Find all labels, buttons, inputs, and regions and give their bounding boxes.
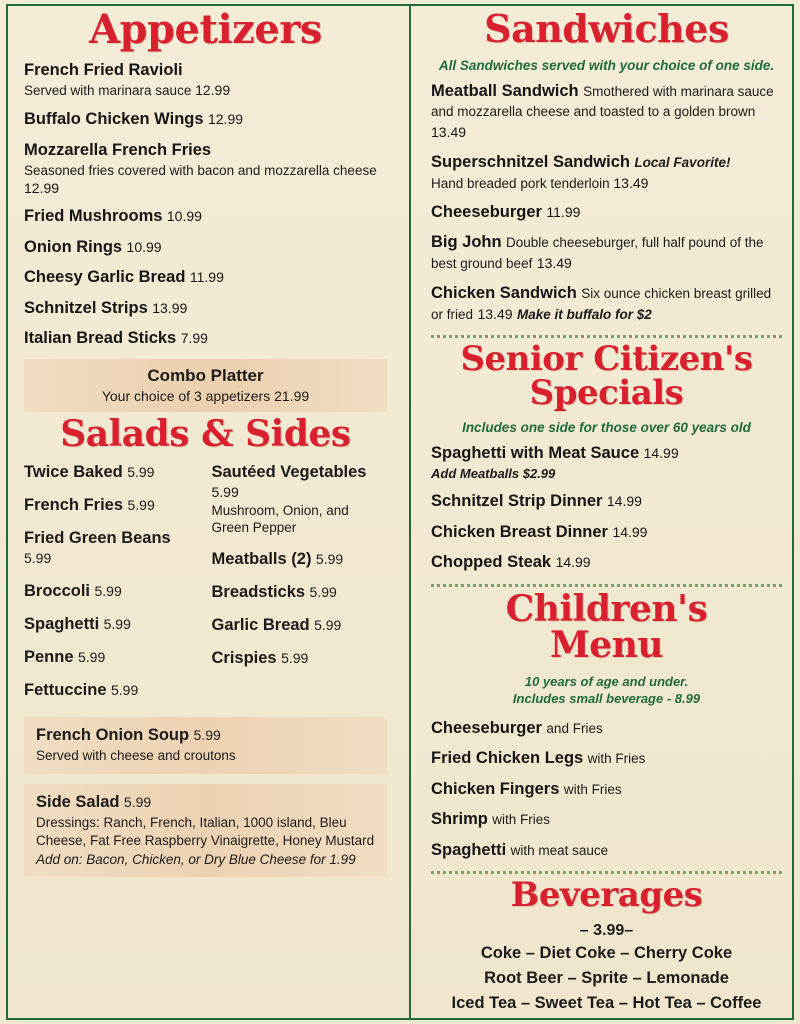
item-note: Make it buffalo for $2 xyxy=(516,306,652,322)
item-price: 13.49 xyxy=(431,123,467,140)
senior-list xyxy=(431,443,782,574)
sides-columns xyxy=(24,462,387,713)
item-desc: Smothered with marinara sauce and mozzarella cheese and toasted to a golden brown xyxy=(431,84,774,120)
item-name: Penne xyxy=(24,647,74,666)
children-menu-heading xyxy=(431,587,782,666)
item-name: Superschnitzel Sandwich xyxy=(431,153,630,172)
appetizers-heading: Appetizers xyxy=(89,6,322,53)
item-price: 13.49 xyxy=(613,174,649,191)
menu-item xyxy=(431,522,782,543)
item-name: Mozzarella French Fries xyxy=(24,140,212,159)
menu-item xyxy=(431,748,782,769)
menu-item xyxy=(431,552,782,573)
item-name: Spaghetti with Meat Sauce xyxy=(431,444,640,463)
item-name: French Onion Soup xyxy=(36,725,190,744)
section-divider-dots xyxy=(431,335,782,338)
side-item xyxy=(212,462,388,537)
side-item xyxy=(212,615,388,636)
item-price: 7.99 xyxy=(180,330,208,347)
menu-item xyxy=(431,202,782,223)
menu-item xyxy=(431,152,782,192)
side-item xyxy=(212,582,388,603)
item-price: 14.99 xyxy=(612,523,648,540)
item-name: Twice Baked xyxy=(24,462,123,481)
item-name: Chicken Sandwich xyxy=(431,284,577,303)
item-desc: Mushroom, Onion, and Green Pepper xyxy=(211,502,349,535)
item-price: 5.99 xyxy=(193,726,221,743)
item-name: Fried Mushrooms xyxy=(24,207,163,226)
side-salad-band xyxy=(24,784,387,877)
salads-sides-heading xyxy=(24,412,387,455)
item-name: French Fries xyxy=(24,495,124,514)
children-subtitle-line1: 10 years of age and under. xyxy=(524,673,689,689)
item-name: Cheeseburger xyxy=(431,718,542,737)
beverages-line: Iced Tea – Sweet Tea – Hot Tea – Coffee xyxy=(451,994,762,1013)
item-name: Italian Bread Sticks xyxy=(24,329,177,348)
senior-subtitle: Includes one side for those over 60 years old xyxy=(462,420,751,436)
combo-price: 21.99 xyxy=(274,387,310,404)
menu-item xyxy=(431,809,782,830)
item-price: 10.99 xyxy=(166,208,202,225)
item-name: Meatball Sandwich xyxy=(431,82,579,100)
salads-word: Salads xyxy=(60,412,190,455)
item-desc: with meat sauce xyxy=(510,842,609,858)
item-name: Spaghetti xyxy=(431,840,507,859)
menu-item xyxy=(431,232,782,274)
menu-item xyxy=(431,81,782,143)
item-desc: Hand breaded pork tenderloin xyxy=(431,175,610,191)
item-price: 5.99 xyxy=(77,648,106,665)
item-name: Fried Green Beans xyxy=(24,528,171,547)
item-price: 5.99 xyxy=(127,463,155,480)
item-price: 5.99 xyxy=(123,794,152,811)
item-price: 5.99 xyxy=(315,550,344,567)
menu-item xyxy=(431,840,782,861)
item-price: 5.99 xyxy=(24,549,52,566)
menu-item xyxy=(24,267,387,288)
item-name: Onion Rings xyxy=(24,237,123,256)
sides-column-2 xyxy=(212,462,388,713)
section-divider-dots xyxy=(431,584,782,587)
beverages-line: Coke – Diet Coke – Cherry Coke xyxy=(480,944,733,963)
senior-specials-heading xyxy=(431,339,782,414)
senior-title-line2: Specials xyxy=(529,373,684,414)
item-name: Meatballs (2) xyxy=(211,549,312,568)
item-name: Crispies xyxy=(211,648,277,667)
item-addon: Add Meatballs $2.99 xyxy=(431,465,556,481)
menu-item xyxy=(431,779,782,800)
children-subtitle xyxy=(431,673,782,708)
french-onion-soup-band xyxy=(24,717,387,775)
item-desc: and Fries xyxy=(546,720,603,736)
item-desc: Double cheeseburger, full half pound of the best ground beef xyxy=(431,235,764,271)
item-name: Schnitzel Strip Dinner xyxy=(431,492,603,511)
item-price: 11.99 xyxy=(546,203,581,220)
item-price: 5.99 xyxy=(127,496,155,513)
side-item xyxy=(24,462,200,483)
children-subtitle-line2: Includes small beverage - 8.99 xyxy=(512,691,701,707)
children-title-line2: Menu xyxy=(549,623,664,666)
right-column xyxy=(409,0,800,1024)
item-name: Side Salad xyxy=(36,793,120,812)
sandwiches-list xyxy=(431,81,782,325)
item-name: Cheeseburger xyxy=(431,202,542,221)
menu-item xyxy=(24,237,387,258)
item-price: 14.99 xyxy=(643,445,679,462)
item-price: 12.99 xyxy=(195,82,231,99)
item-desc: with Fries xyxy=(587,751,646,767)
item-desc: Dressings: Ranch, French, Italian, 1000 island, Bleu Cheese, Fat Free Raspberry Vinaigrette, Honey Mustard xyxy=(36,815,375,848)
item-price: 5.99 xyxy=(281,649,309,666)
item-name: Chopped Steak xyxy=(431,553,552,572)
item-name: Chicken Fingers xyxy=(431,779,560,798)
menu-item xyxy=(431,283,782,325)
beverages-price: – 3.99– xyxy=(579,922,634,940)
ampersand: & xyxy=(201,412,234,455)
item-name: Chicken Breast Dinner xyxy=(431,522,608,541)
item-price: 5.99 xyxy=(211,483,239,500)
item-name: Garlic Bread xyxy=(211,615,310,634)
menu-item xyxy=(431,443,782,482)
item-price: 10.99 xyxy=(126,238,162,255)
menu-item xyxy=(24,60,387,100)
children-title-line1: Children's xyxy=(505,587,708,630)
sides-column-1 xyxy=(24,462,200,713)
senior-title-line1: Senior Citizen's xyxy=(460,339,753,380)
item-price: 14.99 xyxy=(555,554,591,571)
item-name: French Fried Ravioli xyxy=(24,61,183,79)
side-item xyxy=(24,528,200,569)
side-item xyxy=(24,495,200,516)
item-price: 13.99 xyxy=(152,299,188,316)
side-item xyxy=(24,614,200,635)
item-price: 11.99 xyxy=(189,269,224,286)
side-item xyxy=(212,648,388,669)
item-name: Cheesy Garlic Bread xyxy=(24,268,186,287)
beverages-line: Root Beer – Sprite – Lemonade xyxy=(484,969,729,988)
item-price: 13.49 xyxy=(477,305,513,322)
item-desc: with Fries xyxy=(563,781,622,797)
item-desc: with Fries xyxy=(492,812,551,828)
item-desc: Served with cheese and croutons xyxy=(36,747,236,763)
menu-item xyxy=(431,491,782,512)
item-name: Broccoli xyxy=(24,581,91,600)
item-price: 5.99 xyxy=(110,681,139,698)
item-price: 5.99 xyxy=(94,582,122,599)
item-name: Breadsticks xyxy=(211,582,306,601)
item-price: 5.99 xyxy=(103,615,131,632)
item-name: Fried Chicken Legs xyxy=(431,749,584,768)
sandwiches-heading: Sandwiches xyxy=(484,6,729,51)
combo-subtitle: Your choice of 3 appetizers xyxy=(101,387,271,404)
side-item xyxy=(212,549,388,570)
item-desc: Seasoned fries covered with bacon and mozzarella cheese xyxy=(24,163,377,179)
item-price: 5.99 xyxy=(309,583,337,600)
item-price: 13.49 xyxy=(536,254,572,271)
menu-item xyxy=(24,298,387,319)
item-name: Spaghetti xyxy=(24,614,100,633)
menu-item xyxy=(24,206,387,227)
item-name: Big John xyxy=(431,233,502,252)
item-desc: Six ounce chicken breast grilled or fried xyxy=(431,286,772,322)
menu-item xyxy=(24,109,387,130)
menu-item xyxy=(24,140,387,198)
item-price: 14.99 xyxy=(606,493,642,510)
item-name: Fettuccine xyxy=(24,680,107,699)
children-list xyxy=(431,718,782,861)
item-price: 5.99 xyxy=(314,616,342,633)
item-price: 12.99 xyxy=(24,179,60,196)
combo-platter-band xyxy=(24,359,387,412)
menu-item xyxy=(431,718,782,739)
side-item xyxy=(24,680,200,701)
side-item xyxy=(24,581,200,602)
item-name: Buffalo Chicken Wings xyxy=(24,110,204,129)
appetizers-list xyxy=(24,60,387,350)
side-item xyxy=(24,647,200,668)
menu-item xyxy=(24,328,387,349)
item-price: 12.99 xyxy=(207,111,244,128)
combo-title: Combo Platter xyxy=(147,365,264,385)
item-addon: Add on: Bacon, Chicken, or Dry Blue Cheese for 1.99 xyxy=(36,852,356,868)
item-desc: Served with marinara sauce xyxy=(24,83,192,99)
item-note: Local Favorite! xyxy=(634,155,731,171)
item-name: Shrimp xyxy=(431,810,488,829)
sandwiches-subtitle: All Sandwiches served with your choice of one side. xyxy=(438,58,775,73)
sides-word: Sides xyxy=(245,412,351,455)
beverages-heading: Beverages xyxy=(510,875,703,916)
item-name: Sautéed Vegetables xyxy=(211,462,367,481)
section-divider-dots xyxy=(431,871,782,874)
item-name: Schnitzel Strips xyxy=(24,298,148,317)
